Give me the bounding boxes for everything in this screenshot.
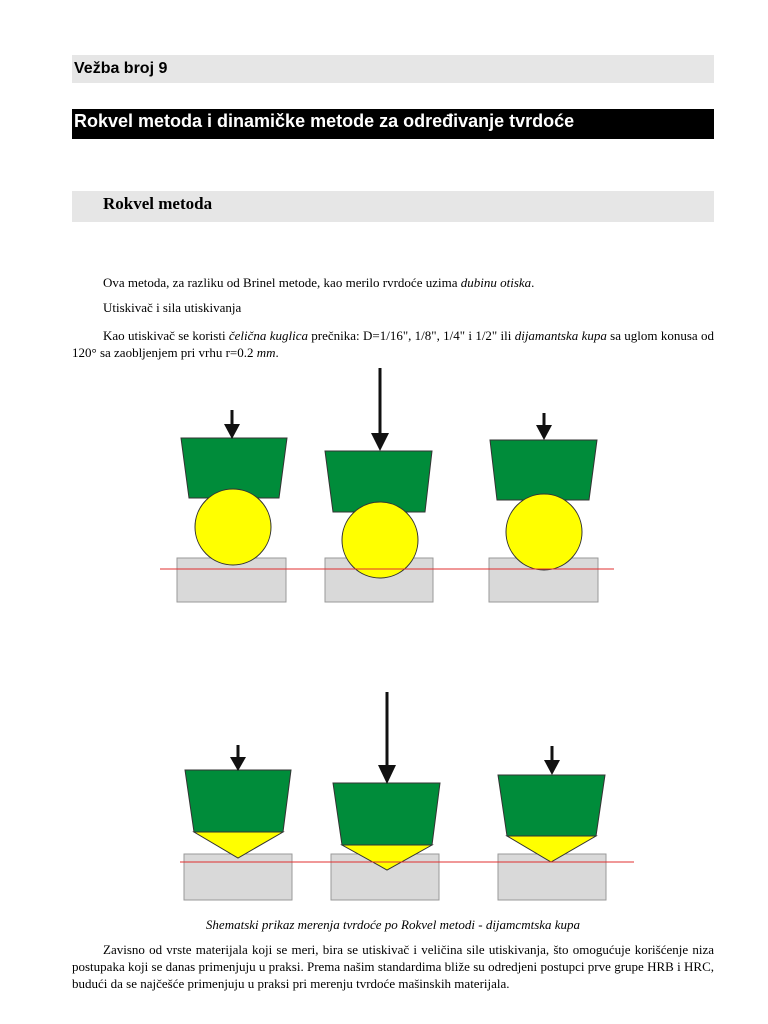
text: .: [275, 345, 279, 360]
emphasis-text: mm: [256, 345, 276, 360]
indenter-holder: [490, 440, 597, 500]
indenter-holder: [498, 775, 605, 836]
cone-stage-unload: [498, 746, 606, 900]
indenter-holder: [185, 770, 291, 832]
indenter-stage-full-load: [325, 368, 433, 602]
text: Kao utiskivač se koristi: [103, 328, 229, 343]
steel-ball: [506, 494, 582, 570]
steel-ball: [342, 502, 418, 578]
arrow-head: [230, 757, 246, 771]
indenter-holder: [333, 783, 440, 845]
emphasis-text: čelična kuglica: [228, 328, 308, 343]
indenter-stage-unload: [489, 413, 598, 602]
arrow-head: [378, 765, 396, 784]
steel-ball: [195, 489, 271, 565]
document-title: Rokvel metoda i dinamičke metode za određivanje tvrdoće: [72, 109, 714, 139]
text: .: [531, 275, 535, 290]
paragraph-indenter-heading: Utiskivač i sila utiskivanja: [103, 300, 242, 315]
cone-stage-full-load: [331, 692, 440, 900]
arrow-head: [544, 760, 560, 775]
arrow-head: [536, 425, 552, 440]
cone-stage-preload: [184, 745, 292, 900]
indenter-stage-preload: [177, 410, 287, 602]
arrow-head: [371, 433, 389, 451]
text: Ova metoda, za razliku od Brinel metode, kao merilo rvrdoće uzima: [103, 275, 461, 290]
text: sa uglom konusa od 120° sa zaobljenjem pri vrhu r=0.2: [72, 328, 714, 360]
paragraph-indenter-description: [72, 327, 714, 361]
diamond-cone-figure: [0, 685, 768, 910]
section-heading: Rokvel metoda: [72, 191, 714, 222]
ball-indenter-figure: [0, 360, 768, 610]
exercise-heading: Vežba broj 9: [72, 55, 714, 83]
text: prečnika: D=1/16", 1/8", 1/4" i 1/2" ili: [308, 328, 515, 343]
sample-block: [184, 854, 292, 900]
paragraph-procedures: Zavisno od vrste materijala koji se meri, bira se utiskivač i veličina sile utiskivanja, što omogućuje korišćenje niza postupaka koji se danas primenjuju u praksi. Prema našim standardima bliže su odredjeni postupci prve grupe HRB i HRC, budući da se najčešće primenjuju u praksi pri merenju tvrdoće mašinskih materijala.: [72, 942, 714, 991]
emphasis-text: dijamantska kupa: [514, 328, 607, 343]
arrow-head: [224, 424, 240, 439]
figure-caption: Shematski prikaz merenja tvrdoće po Rokvel metodi - dijamcmtska kupa: [205, 917, 581, 932]
paragraph-method: [72, 274, 714, 291]
emphasis-text: dubinu otiska: [460, 275, 532, 290]
